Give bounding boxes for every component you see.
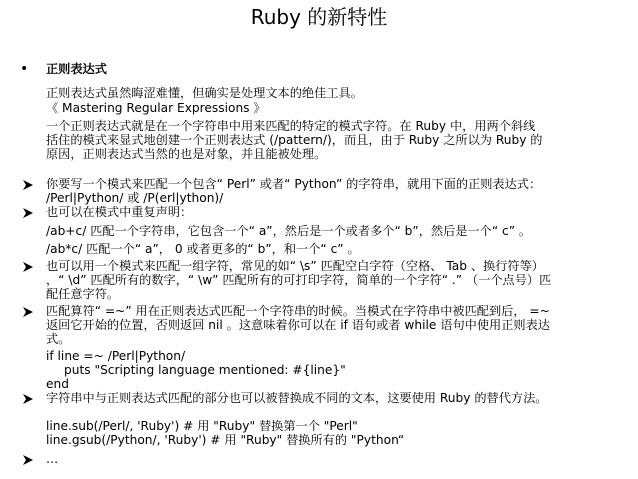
code-line: end	[46, 377, 69, 391]
point-text: 也可以用一个模式来匹配一组字符，常见的如“ \s” 匹配空白字符（空格、 Tab 、换行符等）	[46, 259, 544, 273]
code-line: line.gsub(/Python/, 'Ruby') # 用 "Ruby" 替换所有的 "Python“	[46, 433, 405, 447]
point-text: 也可以在模式中重复声明：	[46, 205, 193, 219]
intro-line: 一个正则表达式就是在一个字符串中用来匹配的特定的模式字符。在 Ruby 中，用两个斜线	[46, 119, 536, 133]
point-text: /ab+c/ 匹配一个字符串，它包含一个“ a”，然后是一个或者多个“ b”，然后是一个“ c” 。	[46, 224, 532, 238]
arrow-check-icon	[22, 454, 34, 466]
intro-line: 括住的模式来显式地创建一个正则表达式 (/pattern/)，而且，由于 Ruby 之所以为 Ruby 的	[46, 133, 543, 147]
point-text: 字符串中与正则表达式匹配的部分也可以被替换成不同的文本，这要使用 Ruby 的替代方法。	[46, 391, 548, 405]
bullet-dot-icon: •	[20, 61, 29, 77]
code-line: line.sub(/Perl/, 'Ruby') # 用 "Ruby" 替换第一个 "Perl"	[46, 419, 358, 433]
point-text: 匹配算符“ =~” 用在正则表达式匹配一个字符串的时候。当模式在字符串中被匹配到后， =~	[46, 304, 550, 318]
point-text: /ab*c/ 匹配一个“ a”， 0 或者更多的“ b”，和一个“ c” 。	[46, 242, 360, 256]
point-text: /Perl|Python/ 或 /P(erl|ython)/	[46, 191, 224, 205]
point-text: 式。	[46, 332, 71, 346]
intro-line: 原因，正则表达式当然的也是对象，并且能被处理。	[46, 147, 327, 161]
code-line: puts "Scripting language mentioned: #{line}"	[64, 363, 346, 377]
section-heading: 正则表达式	[46, 62, 107, 76]
intro-line: 正则表达式虽然晦涩难懂，但确实是处理文本的绝佳工具。	[46, 86, 363, 100]
intro-line: 《 Mastering Regular Expressions 》	[46, 101, 266, 115]
arrow-check-icon	[22, 306, 34, 318]
slide-title: Ruby 的新特性	[250, 5, 388, 29]
point-text: 配任意字符。	[46, 287, 120, 301]
arrow-check-icon	[22, 393, 34, 405]
code-line: if line =~ /Perl|Python/	[46, 349, 186, 363]
point-text: 返回它开始的位置，否则返回 nil 。这意味着你可以在 if 语句或者 while 语句中使用正则表达	[46, 318, 550, 332]
point-text: ，“ \d” 匹配所有的数字，“ \w” 匹配所有的可打印字符，简单的一个字符“ .” （一个点号）匹	[46, 273, 552, 287]
arrow-check-icon	[22, 179, 34, 191]
arrow-check-icon	[22, 207, 34, 219]
arrow-check-icon	[22, 261, 34, 273]
point-text: 你要写一个模式来匹配一个包含“ Perl” 或者“ Python” 的字符串，就用下面的正则表达式：	[46, 177, 542, 191]
ellipsis-text: …	[46, 452, 59, 466]
